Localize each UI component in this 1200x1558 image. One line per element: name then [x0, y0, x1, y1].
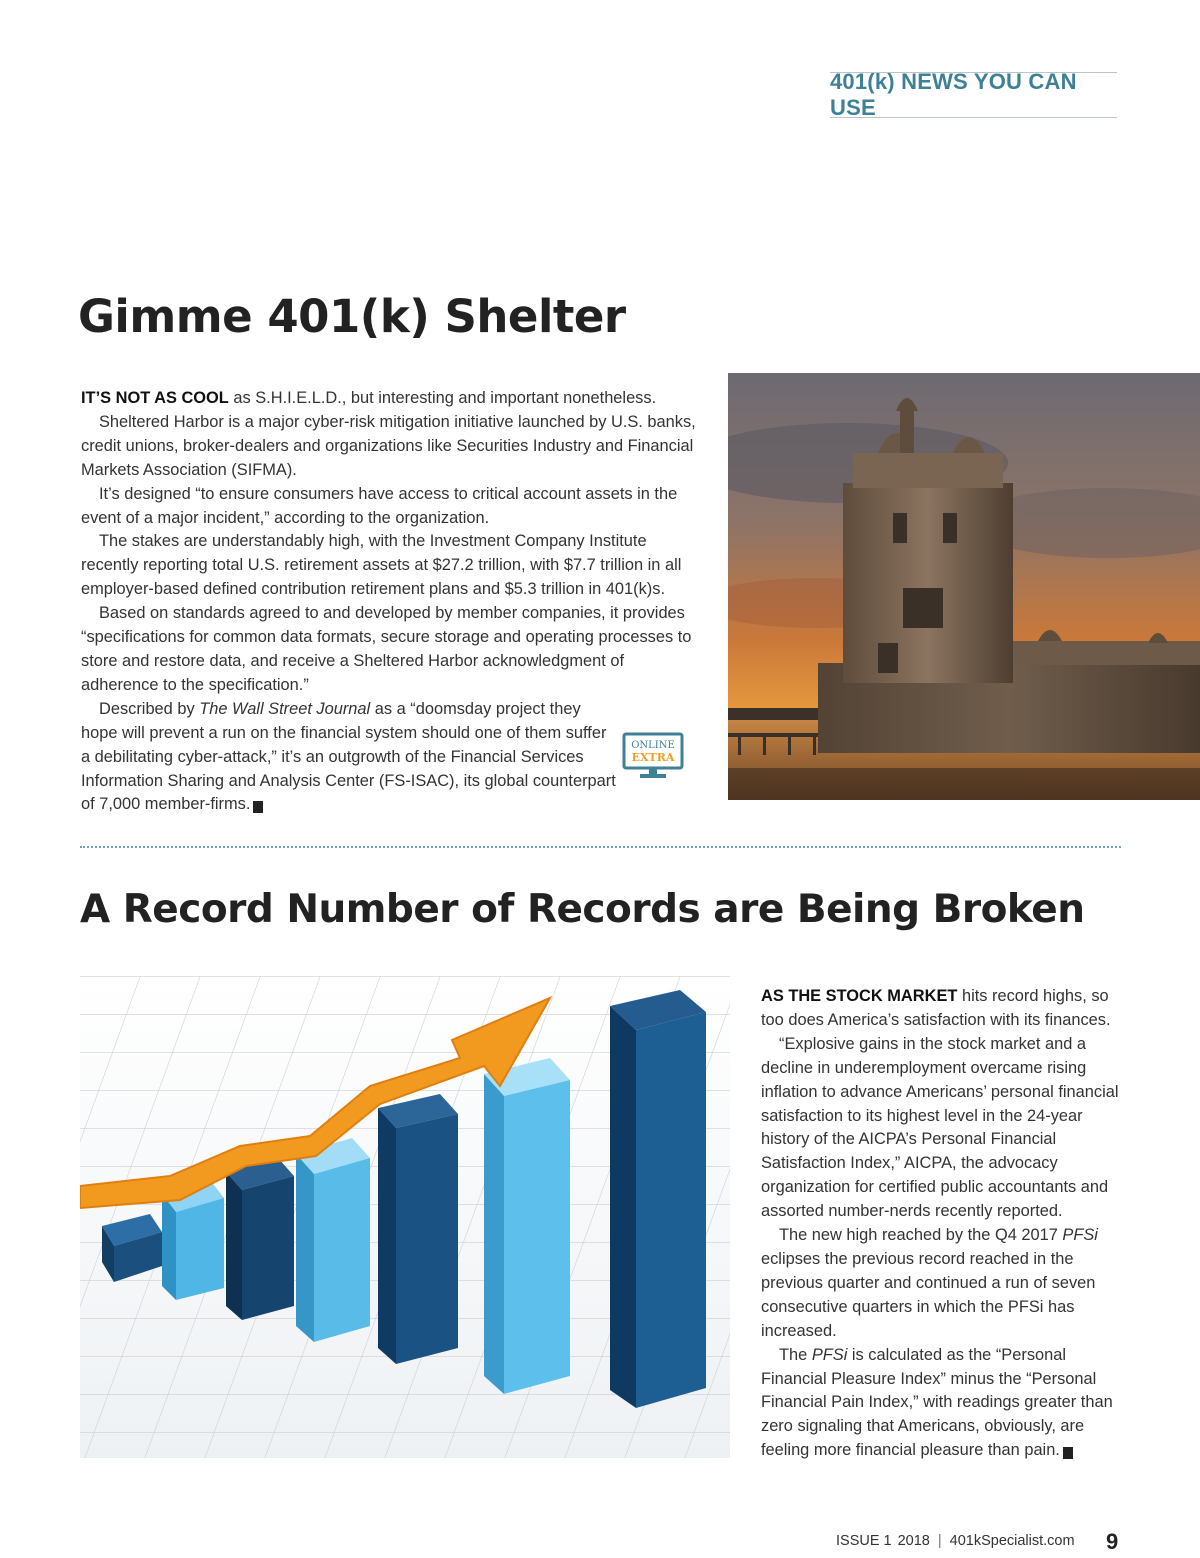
section-label: 401(k) NEWS YOU CAN USE	[830, 69, 1077, 120]
online-extra-line1: ONLINE	[631, 740, 675, 751]
end-mark-icon: K	[1063, 1447, 1073, 1459]
paragraph: Sheltered Harbor is a major cyber-risk mitigation initiative launched by U.S. banks, credit unions, broker-dealers and organizations like Securities Industry and Financial Markets Association (SIFMA).	[81, 412, 696, 479]
paragraph: IT’S NOT AS COOL as S.H.I.E.L.D., but interesting and important nonetheless.	[81, 389, 657, 407]
bar-3	[226, 1158, 294, 1320]
online-extra-icon[interactable]	[622, 732, 684, 782]
website-link[interactable]: 401kSpecialist.com	[949, 1533, 1075, 1549]
paragraph: Based on standards agreed to and developed by member companies, it provides “specifications for common data formats, secure storage and operating processes to store and restore data, and receive a Sheltered Harbor acknowledgment of adherence to the specification.”	[81, 604, 692, 694]
bar-4	[296, 1138, 370, 1342]
section-divider	[80, 846, 1121, 848]
paragraph: AS THE STOCK MARKET hits record highs, so too does America’s satisfaction with its finances.	[761, 987, 1111, 1029]
issue-year: 2018	[897, 1533, 930, 1549]
section-header	[830, 69, 1117, 120]
paragraph: The new high reached by the Q4 2017 PFSi eclipses the previous record reached in the previous quarter and continued a run of seven consecutive quarters in which the PFSi has increased.	[761, 1226, 1098, 1340]
article-body	[81, 387, 703, 817]
paragraph: The stakes are understandably high, with the Investment Company Institute recently reporting total U.S. retirement assets at $27.2 trillion, with $7.7 trillion in all employer-based defined contribution retirement plans and $5.3 trillion in 401(k)s.	[81, 532, 682, 599]
article-title: Gimme 401(k) Shelter	[78, 290, 626, 343]
lead-in: IT’S NOT AS COOL	[81, 389, 229, 407]
page-footer	[836, 1533, 1075, 1549]
paragraph: It’s designed “to ensure consumers have access to critical account assets in the event of a major incident,” according to the organization.	[81, 484, 678, 527]
article-body	[761, 985, 1123, 1463]
paragraph: The PFSi is calculated as the “Personal Financial Pleasure Index” minus the “Personal Financial Pain Index,” with readings greater than zero signaling that Americans, obviously, are feeling more financial pleasure than pain. K	[761, 1345, 1113, 1460]
bar-6	[484, 1058, 570, 1394]
lead-in: AS THE STOCK MARKET	[761, 987, 958, 1005]
online-extra-line2: EXTRA	[631, 751, 675, 764]
issue-label: ISSUE 1	[836, 1533, 892, 1549]
growth-chart-illustration	[80, 976, 730, 1458]
article-title: A Record Number of Records are Being Broken	[80, 887, 1085, 932]
bar-7	[610, 990, 706, 1408]
paragraph: Described by The Wall Street Journal as a “doomsday project they hope will prevent a run on the financial system should one of them suffer a debilitating cyber-attack,” it’s an outgrowth of the Financial Services Information Sharing and Analysis Center (FS-ISAC), its global counterpart of 7,000 member-firms. K	[81, 699, 616, 814]
paragraph: “Explosive gains in the stock market and a decline in underemployment overcame rising inflation to advance Americans’ personal financial satisfaction to its highest level in the 24-year history of the AICPA’s Personal Financial Satisfaction Index,” AICPA, the advocacy organization for certified public accountants and assorted number-nerds recently reported.	[761, 1034, 1119, 1221]
bar-5	[378, 1094, 458, 1364]
end-mark-icon: K	[253, 801, 263, 813]
footer-separator: |	[937, 1533, 942, 1549]
tower-photo	[728, 373, 1200, 800]
page-number: 9	[1106, 1529, 1119, 1554]
